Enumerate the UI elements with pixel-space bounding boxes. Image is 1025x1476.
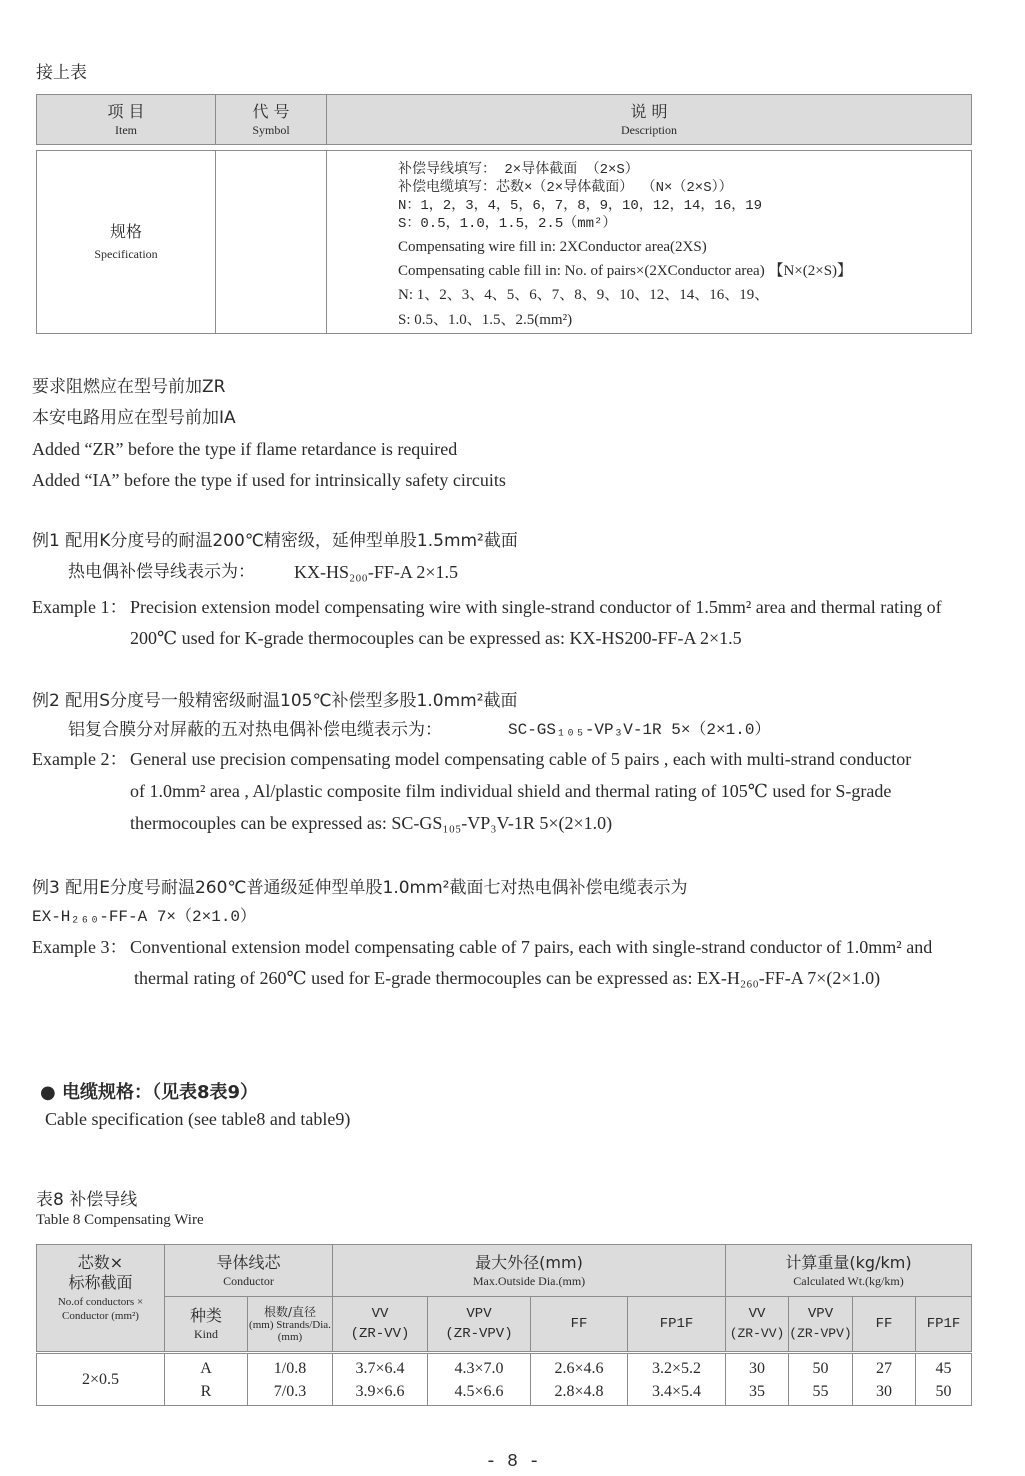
cable-spec-title (40, 1078, 258, 1104)
note-zr-zh: 要求阻燃应在型号前加ZR (32, 377, 226, 397)
cell-wt-ff: 30 (876, 1382, 892, 1400)
h-conductor-en: Conductor (223, 1273, 274, 1288)
example3-code: EX-H₂₆₀-FF-A 7×（2×1.0） (32, 908, 257, 926)
example2-code: SC-GS₁₀₅-VP₃V-1R 5×（2×1.0） (508, 721, 771, 739)
header-symbol-zh: 代 号 (252, 101, 290, 121)
note-ia-zh: 本安电路用应在型号前加IA (32, 408, 236, 428)
spec-table-header (36, 94, 972, 145)
table8-title-en: Table 8 Compensating Wire (36, 1212, 204, 1228)
wt-vpv-b: (ZR-VPV) (789, 1326, 852, 1341)
example2-en-line3: thermocouples can be expressed as: SC-GS₁₀₅-VP₃V-1R 5×(2×1.0) (130, 813, 613, 833)
h-cores-zh1: 芯数× (77, 1253, 124, 1272)
continued-label: 接上表 (36, 63, 87, 83)
example3-en-line1: Conventional extension model compensating cable of 7 pairs, each with single-strand conductor of 1.0mm² and (130, 937, 933, 957)
cell-wt-vpv: 50 (812, 1359, 829, 1377)
cell-od-vv: 3.9×6.6 (355, 1382, 405, 1400)
cell-od-ff: 2.6×4.6 (554, 1359, 604, 1377)
h-cores-en: No.of conductors × Conductor (mm²) (57, 1296, 144, 1322)
table-row (37, 1354, 972, 1406)
h-kind-zh: 种类 (189, 1306, 222, 1325)
page-number: - 8 - (485, 1452, 540, 1472)
note-ia-en: Added “IA” before the type if used for intrinsically safety circuits (32, 470, 506, 490)
table8-title-zh: 表8 补偿导线 (36, 1190, 138, 1210)
bullet-icon: ● (40, 1082, 56, 1103)
example2-zh-line2: 铝复合膜分对屏蔽的五对热电偶补偿电缆表示为： (68, 720, 442, 740)
example2-en-line2: of 1.0mm² area , Al/plastic composite film individual shield and thermal rating of 105℃ used for S-grade (130, 781, 892, 801)
cell-od-vpv: 4.3×7.0 (454, 1359, 504, 1377)
wt-vv-b: (ZR-VV) (729, 1326, 785, 1341)
desc-line: N：1，2，3，4，5，6，7，8，9，10，12，14，16，19 (398, 198, 763, 214)
note-zr-en: Added “ZR” before the type if flame retardance is required (32, 439, 458, 459)
cell-wt-vv: 30 (749, 1359, 765, 1377)
desc-line: Compensating wire fill in: 2XConductor area(2XS) (398, 239, 707, 255)
wt-fp1f: FP1F (926, 1316, 961, 1332)
example2-zh-line1: 例2 配用S分度号一般精密级耐温105℃补偿型多股1.0mm²截面 (32, 691, 518, 711)
h-od-zh: 最大外径(mm) (475, 1252, 583, 1272)
spec-item-en: Specification (94, 247, 158, 261)
h-strands-en: (mm) Strands/Dia. (mm) (249, 1319, 331, 1343)
example2-en-label: Example 2： (32, 749, 128, 769)
desc-line: S: 0.5、1.0、1.5、2.5(mm²) (398, 312, 573, 328)
header-symbol-en: Symbol (252, 122, 290, 137)
cell-od-fp1f: 3.2×5.2 (651, 1359, 702, 1377)
cell-od-vpv: 4.5×6.6 (454, 1382, 504, 1400)
cell-strands: 7/0.3 (273, 1382, 307, 1400)
desc-line: N: 1、2、3、4、5、6、7、8、9、10、12、14、16、19、 (398, 287, 770, 303)
h-conductor-zh: 导体线芯 (216, 1252, 281, 1272)
cell-od-ff: 2.8×4.8 (554, 1382, 604, 1400)
cell-kind: R (200, 1382, 212, 1400)
h-strands-zh: 根数/直径 (263, 1305, 317, 1319)
desc-line: S：0.5，1.0，1.5，2.5（mm²） (398, 216, 617, 232)
cell-strands: 1/0.8 (273, 1359, 307, 1377)
h-cores-zh2: 标称截面 (68, 1273, 133, 1292)
header-description-en: Description (621, 122, 677, 137)
example1-zh-line2: 热电偶补偿导线表示为： (68, 562, 255, 582)
cable-spec-title-zh: 电缆规格：（见表8表9） (62, 1082, 259, 1103)
od-fp1f: FP1F (659, 1316, 694, 1332)
example1-en-line2: 200℃ used for K-grade thermocouples can be expressed as: KX-HS200-FF-A 2×1.5 (130, 628, 742, 648)
h-kind-en: Kind (194, 1327, 218, 1341)
desc-line: Compensating cable fill in: No. of pairs×(2XConductor area) 【N×(2×S)】 (398, 263, 853, 279)
desc-line: 补偿电缆填写：芯数×（2×导体截面） （N×（2×S）） (398, 180, 733, 196)
cell-wt-vpv: 55 (812, 1382, 829, 1400)
h-wt-zh: 计算重量(kg/km) (785, 1252, 912, 1272)
od-vv-a: VV (371, 1306, 389, 1322)
spec-table-body (36, 150, 972, 334)
cell-od-vv: 3.7×6.4 (355, 1359, 405, 1377)
cell-od-fp1f: 3.4×5.4 (651, 1382, 702, 1400)
table8-header (36, 1244, 972, 1352)
cell-wt-fp1f: 50 (935, 1382, 952, 1400)
cell-wt-ff: 27 (876, 1359, 892, 1377)
cable-spec-title-en: Cable specification (see table8 and table9) (45, 1109, 351, 1129)
example2-en-line1: General use precision compensating model compensating cable of 5 pairs , each with multi-strand conductor (130, 749, 912, 769)
h-od-en: Max.Outside Dia.(mm) (472, 1273, 586, 1288)
example3-en-line2: thermal rating of 260℃ used for E-grade thermocouples can be expressed as: EX-H₂₆₀-FF-A 7×(2×1.0) (134, 968, 881, 988)
example3-zh-line1: 例3 配用E分度号耐温260℃普通级延伸型单股1.0mm²截面七对热电偶补偿电缆表示为 (32, 878, 688, 898)
example1-zh-line1: 例1 配用K分度号的耐温200℃精密级，延伸型单股1.5mm²截面 (32, 531, 518, 551)
od-ff: FF (570, 1316, 588, 1332)
wt-ff: FF (875, 1316, 893, 1332)
example1-en-label: Example 1： (32, 597, 128, 617)
wt-vpv-a: VPV (807, 1306, 834, 1322)
od-vpv-a: VPV (466, 1306, 492, 1322)
od-vv-b: (ZR-VV) (350, 1326, 410, 1342)
cell-wt-vv: 35 (749, 1382, 765, 1400)
h-wt-en: Calculated Wt.(kg/km) (793, 1273, 904, 1288)
cell-wt-fp1f: 45 (935, 1359, 952, 1377)
example1-en-line1: Precision extension model compensating wire with single-strand conductor of 1.5mm² area and thermal rating of (130, 597, 942, 617)
od-vpv-b: (ZR-VPV) (445, 1326, 513, 1342)
header-description-zh: 说 明 (630, 101, 668, 121)
header-item-en: Item (115, 122, 137, 137)
desc-line: 补偿导线填写： 2×导体截面 （2×S） (398, 162, 639, 178)
header-item-zh: 项 目 (107, 101, 145, 121)
notes-block (32, 372, 506, 496)
spec-item-zh: 规格 (109, 222, 142, 241)
wt-vv-a: VV (748, 1306, 766, 1322)
example3-en-label: Example 3： (32, 937, 128, 957)
table8-body (36, 1353, 972, 1406)
cell-size: 2×0.5 (37, 1354, 165, 1406)
example1-code: KX-HS₂₀₀-FF-A 2×1.5 (294, 562, 458, 582)
cell-kind: A (200, 1359, 212, 1377)
